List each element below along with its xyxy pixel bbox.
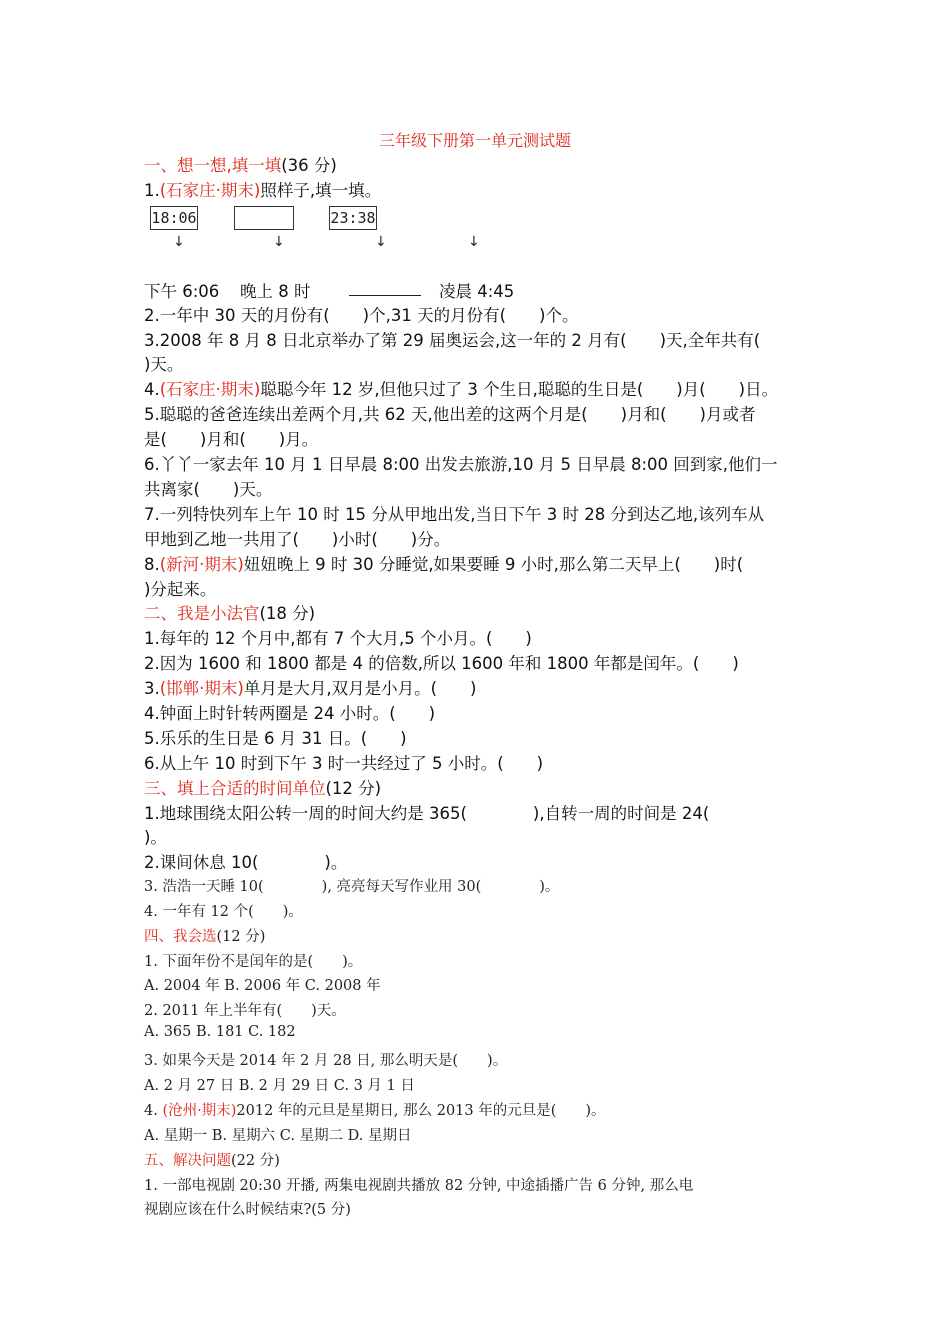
question-2-2: 2.因为 1600 和 1800 都是 4 的倍数,所以 1600 年和 1800 年都是闰年。( ) xyxy=(144,654,739,673)
section-score: (18 分) xyxy=(259,604,316,623)
section-heading-text: 一、想一想,填一填 xyxy=(144,156,282,175)
options-4-4: A. 星期一 B. 星期六 C. 星期二 D. 星期日 xyxy=(144,1128,412,1144)
answer-1: 下午 6:06 xyxy=(144,282,220,301)
question-text: 聪聪今年 12 岁,但他只过了 3 个生日,聪聪的生日是( )月( )日。 xyxy=(260,380,779,399)
answer-4: 凌晨 4:45 xyxy=(439,282,515,301)
question-text: 照样子,填一填。 xyxy=(260,181,382,200)
question-3-2: 2.课间休息 10( )。 xyxy=(144,853,348,872)
question-1-2: 2.一年中 30 天的月份有( )个,31 天的月份有( )个。 xyxy=(144,306,579,325)
question-2-5: 5.乐乐的生日是 6 月 31 日。( ) xyxy=(144,729,407,748)
question-4-3: 3. 如果今天是 2014 年 2 月 28 日, 那么明天是( )。 xyxy=(144,1053,508,1069)
section-score: (12 分) xyxy=(325,779,382,798)
section-5-heading xyxy=(144,1149,280,1170)
section-heading-text: 三、填上合适的时间单位 xyxy=(144,779,326,798)
answer-2: 晚上 8 时 xyxy=(240,282,311,301)
question-number: 1. xyxy=(144,181,160,200)
question-1-8-cont: )分起来。 xyxy=(144,580,217,599)
question-5-1-cont: 视剧应该在什么时候结束?(5 分) xyxy=(144,1202,351,1218)
question-1-6: 6.丫丫一家去年 10 月 1 日早晨 8:00 出发去旅游,10 月 5 日早晨 8:00 回到家,他们一 xyxy=(144,455,778,474)
question-number: 8. xyxy=(144,555,160,574)
question-1-3-cont: )天。 xyxy=(144,355,184,374)
question-number: 3. xyxy=(144,679,160,698)
question-3-4: 4. 一年有 12 个( )。 xyxy=(144,904,303,920)
question-number: 4. xyxy=(144,380,160,399)
question-2-6: 6.从上午 10 时到下午 3 时一共经过了 5 小时。( ) xyxy=(144,754,544,773)
section-score: (12 分) xyxy=(216,929,266,945)
question-4-2: 2. 2011 年上半年有( )天。 xyxy=(144,1003,346,1019)
question-1-7: 7.一列特快列车上午 10 时 15 分从甲地出发,当日下午 3 时 28 分到达乙地,该列车从 xyxy=(144,505,765,524)
digital-clock-2-empty xyxy=(234,206,294,230)
section-1-heading xyxy=(144,152,337,176)
section-heading-text: 五、解决问题 xyxy=(144,1153,231,1169)
down-arrow-icon: ↓ xyxy=(273,234,285,250)
question-3-1: 1.地球围绕太阳公转一周的时间大约是 365( ),自转一周的时间是 24( xyxy=(144,804,710,823)
question-3-1-cont: )。 xyxy=(144,828,167,847)
question-3-3: 3. 浩浩一天睡 10( ), 亮亮每天写作业用 30( )。 xyxy=(144,879,560,895)
section-heading-text: 四、我会选 xyxy=(144,929,217,945)
section-score: (36 分) xyxy=(281,156,337,175)
question-1-7-cont: 甲地到乙地一共用了( )小时( )分。 xyxy=(144,530,451,549)
options-4-1: A. 2004 年 B. 2006 年 C. 2008 年 xyxy=(144,978,381,994)
source-tag: (邯郸·期末) xyxy=(159,679,244,698)
down-arrow-icon: ↓ xyxy=(375,234,387,250)
question-1-8 xyxy=(144,551,743,575)
question-text: 2012 年的元旦是星期日, 那么 2013 年的元旦是( )。 xyxy=(236,1103,606,1119)
source-tag: (沧州·期末) xyxy=(162,1103,237,1119)
question-4-4 xyxy=(144,1099,606,1120)
question-2-1: 1.每年的 12 个月中,都有 7 个大月,5 个小月。( ) xyxy=(144,629,532,648)
question-4-1: 1. 下面年份不是闰年的是( )。 xyxy=(144,954,363,970)
answer-blank-3 xyxy=(349,295,421,296)
question-1-3: 3.2008 年 8 月 8 日北京举办了第 29 届奥运会,这一年的 2 月有( )天,全年共有( xyxy=(144,331,761,350)
digital-clock-1: 18:06 xyxy=(150,206,198,230)
question-2-3 xyxy=(144,675,477,699)
down-arrow-icon: ↓ xyxy=(468,234,480,250)
question-1-5-cont: 是( )月和( )月。 xyxy=(144,430,319,449)
question-1-5: 5.聪聪的爸爸连续出差两个月,共 62 天,他出差的这两个月是( )月和( )月或者 xyxy=(144,405,756,424)
question-1-6-cont: 共离家( )天。 xyxy=(144,480,273,499)
question-2-4: 4.钟面上时针转两圈是 24 小时。( ) xyxy=(144,704,436,723)
section-3-heading xyxy=(144,775,381,799)
section-2-heading xyxy=(144,600,315,624)
down-arrow-icon: ↓ xyxy=(173,234,185,250)
question-text: 妞妞晚上 9 时 30 分睡觉,如果要睡 9 小时,那么第二天早上( )时( xyxy=(243,555,744,574)
source-tag: (新河·期末) xyxy=(159,555,244,574)
question-5-1: 1. 一部电视剧 20:30 开播, 两集电视剧共播放 82 分钟, 中途插播广告 6 分钟, 那么电 xyxy=(144,1178,694,1194)
question-text: 单月是大月,双月是小月。( ) xyxy=(243,679,477,698)
section-heading-text: 二、我是小法官 xyxy=(144,604,260,623)
section-4-heading xyxy=(144,925,265,946)
options-4-2: A. 365 B. 181 C. 182 xyxy=(144,1024,296,1040)
digital-clock-3: 23:38 xyxy=(329,206,377,230)
question-number: 4. xyxy=(144,1103,163,1119)
question-1-1 xyxy=(144,177,381,201)
source-tag: (石家庄·期末) xyxy=(159,181,261,200)
options-4-3: A. 2 月 27 日 B. 2 月 29 日 C. 3 月 1 日 xyxy=(144,1078,415,1094)
source-tag: (石家庄·期末) xyxy=(159,380,261,399)
section-score: (22 分) xyxy=(231,1153,280,1169)
question-1-4 xyxy=(144,376,778,400)
page-title: 三年级下册第一单元测试题 xyxy=(378,131,571,150)
